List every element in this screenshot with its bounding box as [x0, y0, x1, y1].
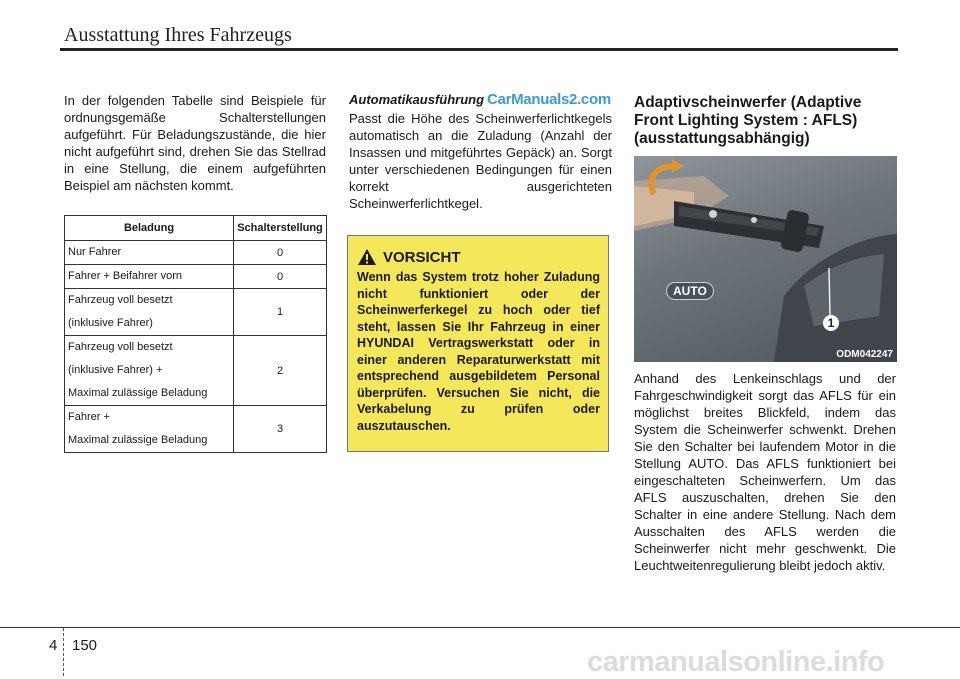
load-table [64, 215, 327, 453]
caution-title: VORSICHT [383, 248, 461, 266]
section-heading-afls: Adaptivscheinwerfer (Adaptive Front Lighting System : AFLS) (ausstattungsabhängig) [634, 94, 862, 147]
load-cell-line: (inklusive Fahrer) [68, 317, 153, 329]
header-rule [60, 48, 898, 51]
automatic-body: Passt die Höhe des Scheinwerferlichtkegels automatisch an die Zuladung (Anzahl der Insassen und mitgeführtes Gepäck) an. Sorgt unter verschiedenen Bedingungen für einen korrekt ausgerichteten Scheinwerferlichtkegel. [349, 111, 612, 211]
afls-switch-photo [634, 156, 897, 362]
auto-label: AUTO [666, 282, 714, 300]
load-cell: Fahrer + Beifahrer vorn [68, 270, 183, 282]
load-cell-line: Maximal zulässige Beladung [68, 434, 208, 446]
footer-rule [0, 627, 960, 628]
caution-text: Wenn das System trotz hoher Zuladung nicht funktioniert oder der Scheinwerferkegel zu hoch oder tief steht, lassen Sie Ihr Fahrzeug in einer HYUNDAI Vertragswerkstatt oder in einer anderen Reparaturwerkstatt mit entsprechend ausgebildetem Personal überprüfen. Versuchen Sie nicht, die Verkabelung zu prüfen oder auszutauschen. [357, 270, 600, 433]
intro-paragraph: In der folgenden Tabelle sind Beispiele für ordnungsgemäße Schalterstellungen aufgeführt. Für Beladungszustände, die hier nicht aufgeführt sind, drehen Sie das Stellrad in eine Stellung, die einem aufgeführten Beispiel am nächsten kommt. [64, 93, 326, 193]
table-row [65, 406, 327, 453]
caution-box [347, 235, 609, 452]
load-cell: Nur Fahrer [68, 246, 122, 258]
position-cell: 3 [234, 406, 327, 453]
position-cell: 1 [234, 289, 327, 336]
page-number: 150 [72, 637, 98, 654]
load-cell-line: Maximal zulässige Beladung [68, 387, 208, 399]
section-heading-automatic: Automatikausführung [349, 92, 485, 107]
load-cell-line: Fahrer + [68, 411, 110, 423]
load-cell-line: (inklusive Fahrer) + [68, 364, 163, 376]
image-code: ODM042247 [836, 349, 893, 360]
table-row [65, 265, 327, 289]
switch-illustration [634, 156, 897, 362]
footer-divider [63, 628, 64, 676]
page-header-title: Ausstattung Ihres Fahrzeugs [64, 24, 292, 46]
chapter-number: 4 [49, 637, 58, 654]
table-row [65, 336, 327, 406]
position-cell: 0 [234, 241, 327, 265]
table-header-load: Beladung [65, 216, 234, 241]
load-cell-line: Fahrzeug voll besetzt [68, 294, 173, 306]
table-row [65, 289, 327, 336]
position-cell: 0 [234, 265, 327, 289]
callout-number: 1 [823, 315, 839, 331]
watermark-text: CarManuals2.com [487, 91, 611, 108]
warning-triangle-icon [357, 248, 377, 266]
afls-body: Anhand des Lenkeinschlags und der Fahrgeschwindigkeit sorgt das AFLS für ein möglichst breites Blickfeld, indem das System die Scheinwerfer schwenkt. Drehen Sie den Schalter bei laufendem Motor in die Stellung AUTO. Das AFLS funktioniert bei eingeschalteten Scheinwerfern. Um das AFLS auszuschalten, drehen Sie den Schalter in eine andere Stellung. Nach dem Ausschalten des AFLS werden die Scheinwerfer nicht mehr geschwenkt. Die Leuchtweitenregulierung bleibt jedoch aktiv. [634, 371, 896, 573]
table-header-position: Schalterstellung [234, 216, 327, 241]
table-row [65, 241, 327, 265]
load-cell-line: Fahrzeug voll besetzt [68, 341, 173, 353]
site-watermark: carmanualsonline.info [587, 646, 885, 678]
position-cell: 2 [234, 336, 327, 406]
